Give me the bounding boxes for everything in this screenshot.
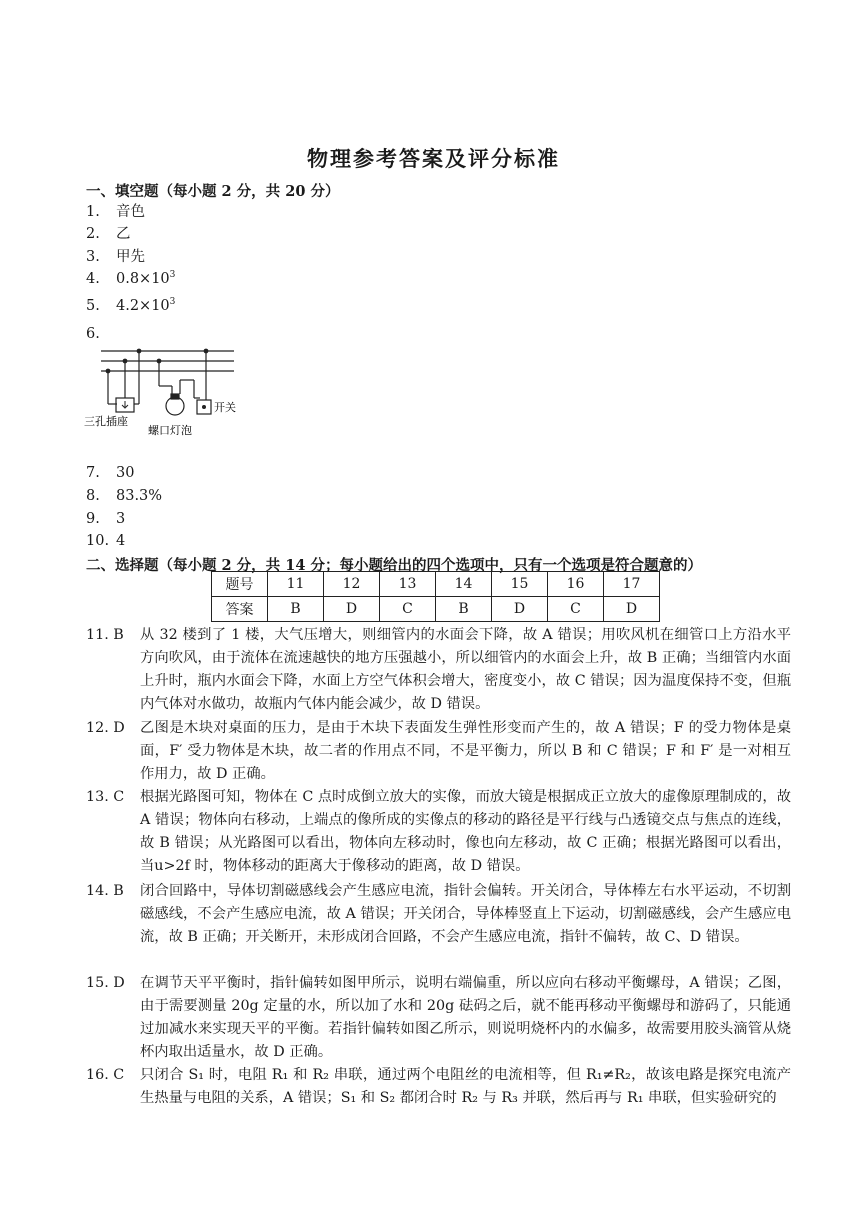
explanation-label: 12. D (86, 720, 125, 736)
page-title: 物理参考答案及评分标准 (307, 146, 560, 171)
table-cell: D (492, 597, 548, 622)
explanation-label: 13. C (86, 789, 125, 805)
answer-text: 音色 (116, 204, 145, 220)
answer-text: 乙 (116, 226, 131, 242)
answer-exponent: 3 (169, 297, 176, 307)
answer-num: 4. (86, 271, 100, 287)
answer-5 (86, 297, 175, 314)
answer-num: 6. (86, 326, 100, 342)
table-cell: 13 (380, 572, 436, 597)
section2-heading: 二、选择题（每小题 2 分，共 14 分；每小题给出的四个选项中，只有一个选项是符合题意的） (86, 557, 702, 574)
table-cell: B (436, 597, 492, 622)
explanation-13 (86, 786, 791, 878)
answer-8 (86, 488, 162, 504)
answer-text: 0.8×10 (116, 271, 170, 287)
answer-4 (86, 270, 175, 287)
table-cell: 11 (268, 572, 324, 597)
answer-num: 8. (86, 488, 100, 504)
answer-text: 30 (116, 465, 135, 481)
explanation-label: 15. D (86, 975, 125, 991)
answer-num: 3. (86, 249, 100, 265)
explanation-text: 根据光路图可知，物体在 C 点时成倒立放大的实像，而放大镜是根据成正立放大的虚像原理制成的，故 A 错误；物体向右移动，上端点的像所成的实像点的移动的路径是平行线与凸透镜交点与焦点的连线，故 B 错误；从光路图可以看出，物体向左移动时，像也向左移动，故 C 正确；根据光路图可以看出，当u>2f 时，物体移动的距离大于像移动的距离，故 D 错误。 (140, 789, 791, 874)
screw-bulb-icon (166, 397, 184, 415)
answer-text: 甲先 (116, 249, 145, 265)
explanation-text: 闭合回路中，导体切割磁感线会产生感应电流，指针会偏转。开关闭合，导体棒左右水平运动，不切割磁感线，不会产生感应电流，故 A 错误；开关闭合，导体棒竖直上下运动，切割磁感线，会产生感应电流，故 B 正确；开关断开，未形成闭合回路，不会产生感应电流，指针不偏转，故 C、D 错误。 (140, 883, 791, 945)
answer-text: 83.3% (116, 488, 163, 504)
explanation-11 (86, 624, 791, 716)
socket-label: 三孔插座 (84, 415, 128, 428)
table-cell: 17 (604, 572, 660, 597)
answer-num: 2. (86, 226, 100, 242)
answer-exponent: 3 (169, 270, 176, 280)
answer-text: 4 (116, 533, 126, 549)
answer-3 (86, 245, 145, 266)
section1-heading: 一、填空题（每小题 2 分，共 20 分） (86, 183, 340, 200)
table-cell: C (380, 597, 436, 622)
table-cell: 答案 (212, 597, 268, 622)
answer-table (211, 571, 660, 622)
table-row (212, 572, 660, 597)
explanation-15 (86, 972, 791, 1064)
explanation-text: 乙图是木块对桌面的压力，是由于木块下表面发生弹性形变而产生的，故 A 错误；F 的受力物体是桌面，F′ 受力物体是木块，故二者的作用点不同，不是平衡力，所以 B 和 C 错误；F 和 F′ 是一对相互作用力，故 D 正确。 (140, 720, 791, 782)
answer-num: 7. (86, 465, 100, 481)
answer-num: 10. (86, 533, 110, 549)
answer-7 (86, 465, 134, 481)
table-cell: D (604, 597, 660, 622)
household-circuit-diagram (84, 336, 254, 446)
answer-num: 1. (86, 204, 100, 220)
answer-2 (86, 222, 131, 243)
table-row (212, 597, 660, 622)
explanation-text: 在调节天平平衡时，指针偏转如图甲所示，说明右端偏重，所以应向右移动平衡螺母，A 错误；乙图，由于需要测量 20g 定量的水，所以加了水和 20g 砝码之后，就不能再移动平衡螺母和游码了，只能通过加减水来实现天平的平衡。若指针偏转如图乙所示，则说明烧杯内的水偏多，故需要用胶头滴管从烧杯内取出适量水，故 D 正确。 (140, 975, 791, 1060)
answer-1 (86, 200, 145, 221)
answer-9 (86, 511, 125, 527)
explanation-12 (86, 717, 791, 786)
explanation-text: 从 32 楼到了 1 楼，大气压增大，则细管内的水面会下降，故 A 错误；用吹风机在细管口上方沿水平方向吹风，由于流体在流速越快的地方压强越小，所以细管内的水面会上升，故 B 正确；当细管内水面上升时，瓶内水面会下降，水面上方空气体积会增大，密度变小，故 C 错误；因为温度保持不变，但瓶内气体对水做功，故瓶内气体内能会减少，故 D 错误。 (140, 627, 791, 712)
table-cell: 15 (492, 572, 548, 597)
explanation-14 (86, 880, 791, 949)
table-cell: 14 (436, 572, 492, 597)
table-cell: 12 (324, 572, 380, 597)
table-cell: 16 (548, 572, 604, 597)
answer-10 (86, 533, 125, 549)
answer-text: 4.2×10 (116, 298, 170, 314)
table-cell: C (548, 597, 604, 622)
explanation-label: 11. B (86, 627, 124, 643)
answer-num: 9. (86, 511, 100, 527)
explanation-16 (86, 1064, 791, 1110)
answer-text: 3 (116, 511, 126, 527)
explanation-text: 只闭合 S₁ 时，电阻 R₁ 和 R₂ 串联，通过两个电阻丝的电流相等，但 R₁≠R₂，故该电路是探究电流产生热量与电阻的关系，A 错误；S₁ 和 S₂ 都闭合时 R₂ 与 R₃ 并联，然后再与 R₁ 串联，但实验研究的 (140, 1067, 791, 1106)
explanation-label: 14. B (86, 883, 124, 899)
switch-label: 开关 (214, 401, 236, 414)
bulb-label: 螺口灯泡 (148, 424, 192, 437)
table-cell: B (268, 597, 324, 622)
answer-num: 5. (86, 298, 100, 314)
explanation-label: 16. C (86, 1067, 125, 1083)
table-cell: 题号 (212, 572, 268, 597)
table-cell: D (324, 597, 380, 622)
